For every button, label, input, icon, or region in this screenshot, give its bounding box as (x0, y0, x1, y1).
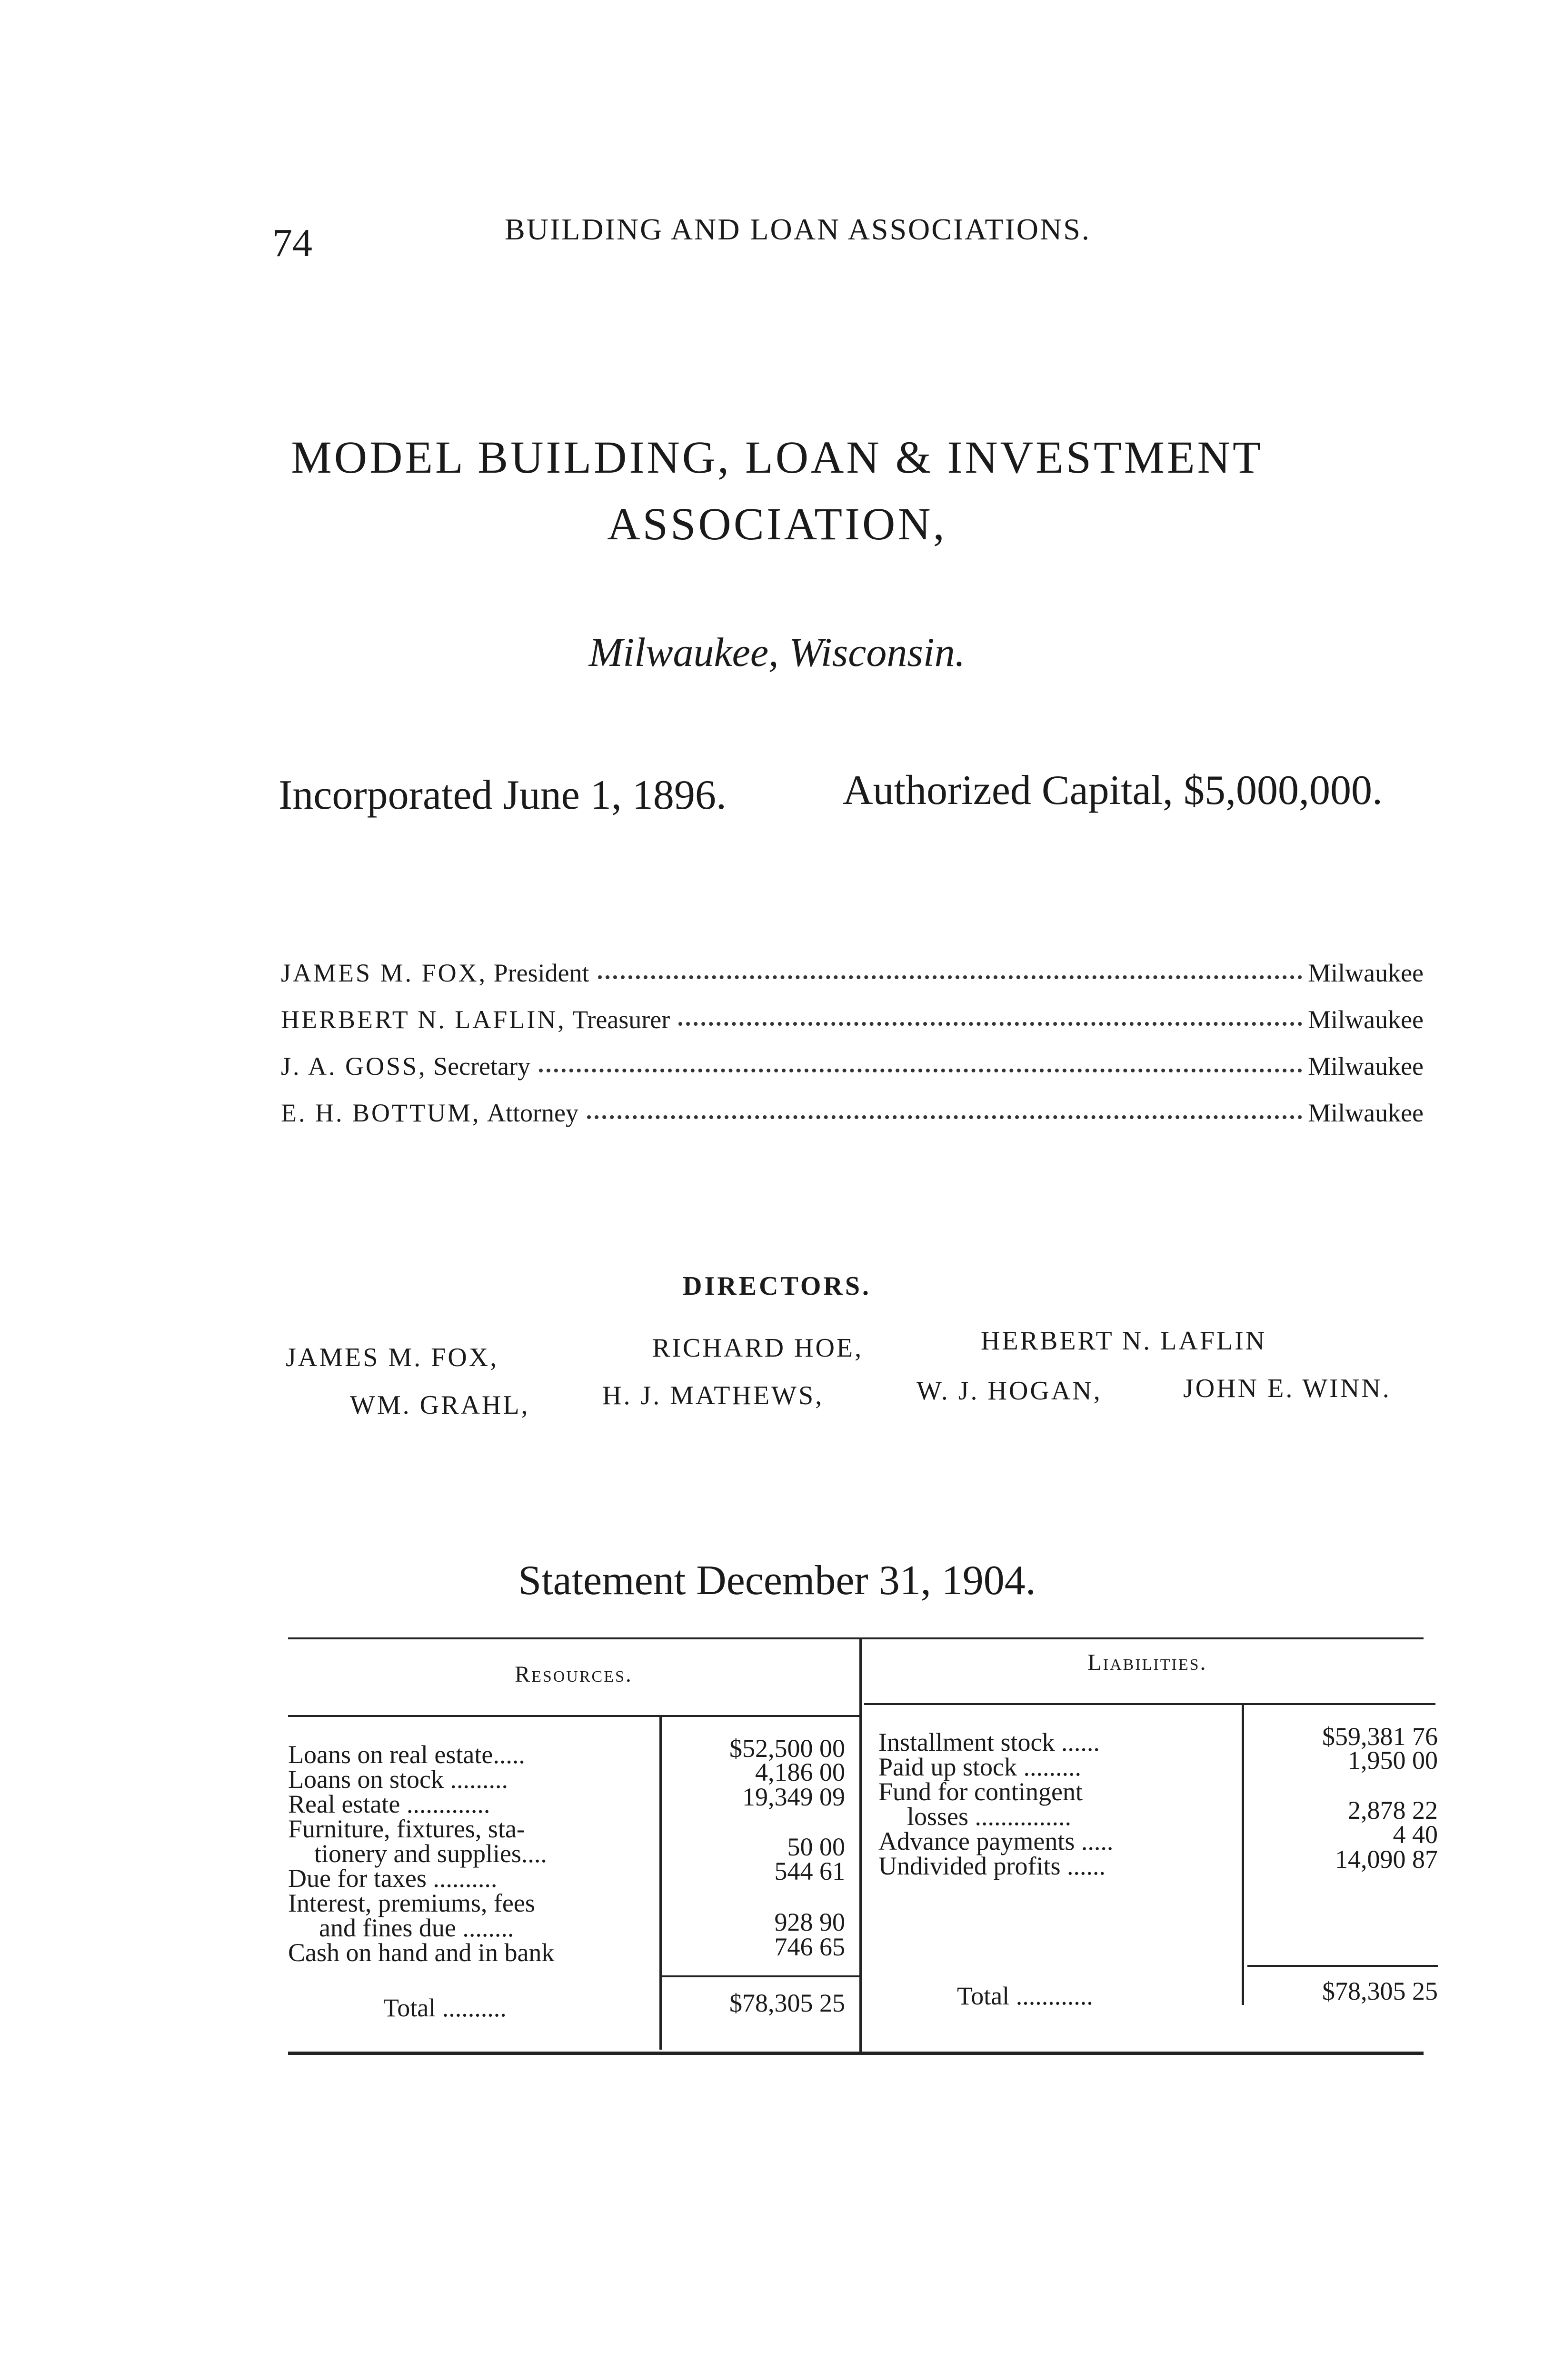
dot-leader (598, 975, 1303, 979)
resource-item: Real estate ............. (288, 1790, 490, 1818)
liability-amount: 1,950 00 (1348, 1746, 1438, 1775)
officer-city: Milwaukee (1308, 1005, 1424, 1034)
liabilities-header-rule (864, 1703, 1435, 1705)
resource-amount: 746 65 (774, 1933, 845, 1961)
liability-amount: 2,878 22 (1348, 1796, 1438, 1825)
resource-item: Interest, premiums, fees (288, 1889, 535, 1917)
officer-city: Milwaukee (1308, 1052, 1424, 1081)
officer-row (281, 1090, 1424, 1128)
directors-heading: DIRECTORS. (683, 1271, 871, 1301)
officer-name: JAMES M. FOX, (281, 959, 488, 987)
resource-amount: 50 00 (787, 1833, 845, 1861)
liability-item: Fund for contingent (878, 1777, 1083, 1806)
liability-item: Undivided profits ...... (878, 1852, 1106, 1880)
liabilities-heading: Liabilities. (1087, 1650, 1207, 1675)
running-title: BUILDING AND LOAN ASSOCIATIONS. (505, 212, 1091, 246)
location: Milwaukee, Wisconsin. (588, 629, 966, 675)
officer-row (281, 1043, 1424, 1081)
officer-title: Secretary (433, 1052, 530, 1081)
resources-header-rule (288, 1715, 859, 1717)
statement-title: Statement December 31, 1904. (518, 1557, 1036, 1604)
liabilities-amount-rule (1242, 1705, 1244, 2005)
officer-name: J. A. GOSS, (281, 1052, 427, 1081)
director-name: JAMES M. FOX, (286, 1343, 499, 1372)
table-bottom-rule (288, 2052, 1424, 2055)
incorporation-date: Incorporated June 1, 1896. (279, 772, 727, 818)
resource-item: Due for taxes .......... (288, 1864, 498, 1893)
page-number: 74 (272, 221, 312, 265)
dot-leader (539, 1069, 1302, 1072)
resource-amount: $52,500 00 (729, 1734, 845, 1763)
director-name: H. J. MATHEWS, (602, 1381, 824, 1410)
director-name: JOHN E. WINN. (1183, 1374, 1391, 1403)
resource-item: Furniture, fixtures, sta- (288, 1815, 525, 1843)
liabilities-total-label: Total ............ (957, 1982, 1093, 2010)
dot-leader (587, 1115, 1302, 1119)
officer-title: Attorney (487, 1099, 578, 1127)
liabilities-total: $78,305 25 (1322, 1977, 1438, 2005)
liability-item: Paid up stock ......... (878, 1753, 1081, 1781)
officer-city: Milwaukee (1308, 1099, 1424, 1127)
authorized-capital: Authorized Capital, $5,000,000. (843, 767, 1383, 813)
resources-heading: Resources. (515, 1662, 633, 1687)
association-title-line-2: ASSOCIATION, (607, 498, 947, 549)
resource-amount: 4,186 00 (755, 1758, 845, 1786)
association-title-line-1: MODEL BUILDING, LOAN & INVESTMENT (291, 432, 1263, 483)
liability-item-continuation: losses ............... (907, 1802, 1072, 1831)
liability-item: Advance payments ..... (878, 1827, 1114, 1855)
resource-item-continuation: tionery and supplies.... (314, 1839, 547, 1868)
resource-item: Cash on hand and in bank (288, 1938, 555, 1967)
director-name: RICHARD HOE, (652, 1333, 864, 1363)
resources-total: $78,305 25 (729, 1989, 845, 2017)
resource-amount: 928 90 (774, 1908, 845, 1936)
officer-city: Milwaukee (1308, 959, 1424, 987)
officer-title: Treasurer (572, 1005, 670, 1034)
resource-amount: 19,349 09 (742, 1783, 845, 1811)
director-name: W. J. HOGAN, (916, 1376, 1102, 1406)
officer-name: E. H. BOTTUM, (281, 1099, 481, 1127)
center-column-rule (859, 1639, 862, 2052)
officer-row (281, 996, 1424, 1034)
table-top-rule (288, 1637, 1424, 1639)
officer-row (281, 950, 1424, 988)
resources-amount-rule (659, 1716, 662, 2050)
resources-total-rule (662, 1975, 862, 1977)
liability-amount: $59,381 76 (1322, 1722, 1438, 1751)
officer-name: HERBERT N. LAFLIN, (281, 1005, 566, 1034)
resource-item-continuation: and fines due ........ (319, 1914, 514, 1942)
resource-item: Loans on real estate..... (288, 1740, 525, 1769)
director-name: WM. GRAHL, (350, 1390, 530, 1420)
dot-leader (678, 1022, 1302, 1026)
resources-total-label: Total .......... (383, 1993, 507, 2022)
liability-amount: 14,090 87 (1335, 1845, 1438, 1874)
liability-amount: 4 40 (1393, 1820, 1438, 1849)
officer-title: President (493, 959, 589, 987)
liabilities-total-rule (1247, 1965, 1438, 1967)
liability-item: Installment stock ...... (878, 1728, 1100, 1756)
resource-amount: 544 61 (774, 1857, 845, 1885)
director-name: HERBERT N. LAFLIN (981, 1326, 1267, 1356)
resource-item: Loans on stock ......... (288, 1765, 508, 1794)
